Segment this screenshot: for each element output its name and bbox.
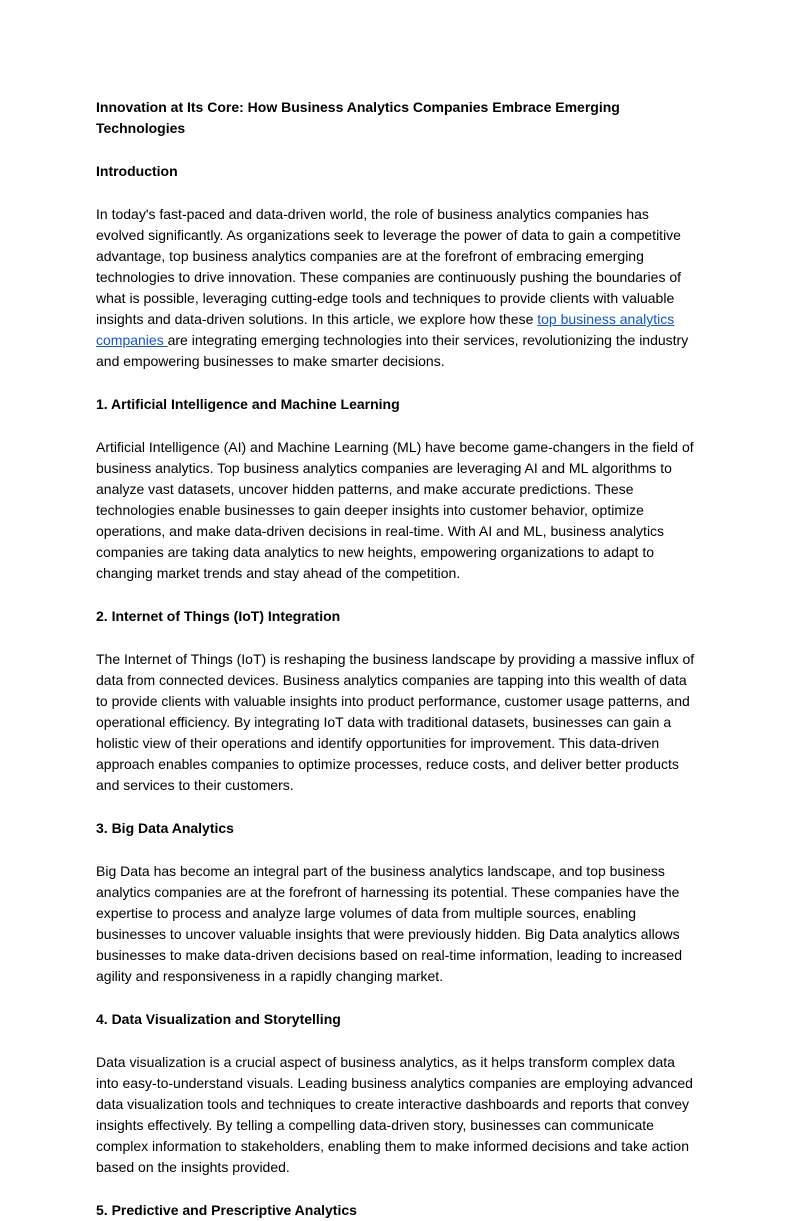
section-heading-data-visualization: 4. Data Visualization and Storytelling bbox=[96, 1011, 341, 1027]
intro-text-after-link: are integrating emerging technologies into their services, revolutionizing the industry and empowering businesses to make smarter decisions. bbox=[96, 332, 689, 369]
section-heading-iot: 2. Internet of Things (IoT) Integration bbox=[96, 608, 341, 624]
section-paragraph-big-data: Big Data has become an integral part of the business analytics landscape, and top business analytics companies are at the forefront of harnessing its potential. These companies have the expertise to process and analyze large volumes of data from multiple sources, enabling businesses to uncover valuable insights that were previously hidden. Big Data analytics allows businesses to make data-driven decisions based on real-time information, leading to increased agility and responsiveness in a rapidly changing market. bbox=[96, 863, 682, 984]
section-heading-big-data: 3. Big Data Analytics bbox=[96, 820, 234, 836]
section-paragraph-ai-ml: Artificial Intelligence (AI) and Machine Learning (ML) have become game-changers in the field of business analytics. Top business analytics companies are leveraging AI and ML algorithms to analyze vast datasets, uncover hidden patterns, and make accurate predictions. These technologies enable businesses to gain deeper insights into customer behavior, optimize operations, and make data-driven decisions in real-time. With AI and ML, business analytics companies are taking data analytics to new heights, empowering organizations to adapt to changing market trends and stay ahead of the competition. bbox=[96, 439, 694, 581]
intro-heading: Introduction bbox=[96, 163, 178, 179]
section-heading-predictive-prescriptive: 5. Predictive and Prescriptive Analytics bbox=[96, 1202, 357, 1218]
intro-paragraph bbox=[96, 204, 698, 372]
page-title: Innovation at Its Core: How Business Analytics Companies Embrace Emerging Technologies bbox=[96, 99, 620, 136]
intro-text-before-link: In today's fast-paced and data-driven world, the role of business analytics companies has evolved significantly. As organizations seek to leverage the power of data to gain a competitive advantage, top business analytics companies are at the forefront of embracing emerging technologies to drive innovation. These companies are continuously pushing the boundaries of what is possible, leveraging cutting-edge tools and techniques to provide clients with valuable insights and data-driven solutions. In this article, we explore how these bbox=[96, 206, 682, 327]
section-heading-ai-ml: 1. Artificial Intelligence and Machine Learning bbox=[96, 396, 400, 412]
top-business-analytics-companies-link[interactable]: top business analytics companies bbox=[96, 311, 675, 348]
section-paragraph-data-visualization: Data visualization is a crucial aspect of business analytics, as it helps transform complex data into easy-to-understand visuals. Leading business analytics companies are employing advanced data visualization tools and techniques to create interactive dashboards and reports that convey insights effectively. By telling a compelling data-driven story, businesses can communicate complex information to stakeholders, enabling them to make informed decisions and take action based on the insights provided. bbox=[96, 1054, 693, 1175]
section-paragraph-iot: The Internet of Things (IoT) is reshaping the business landscape by providing a massive influx of data from connected devices. Business analytics companies are tapping into this wealth of data to provide clients with valuable insights into product performance, customer usage patterns, and operational efficiency. By integrating IoT data with traditional datasets, businesses can gain a holistic view of their operations and identify opportunities for improvement. This data-driven approach enables companies to optimize processes, reduce costs, and deliver better products and services to their customers. bbox=[96, 651, 695, 793]
